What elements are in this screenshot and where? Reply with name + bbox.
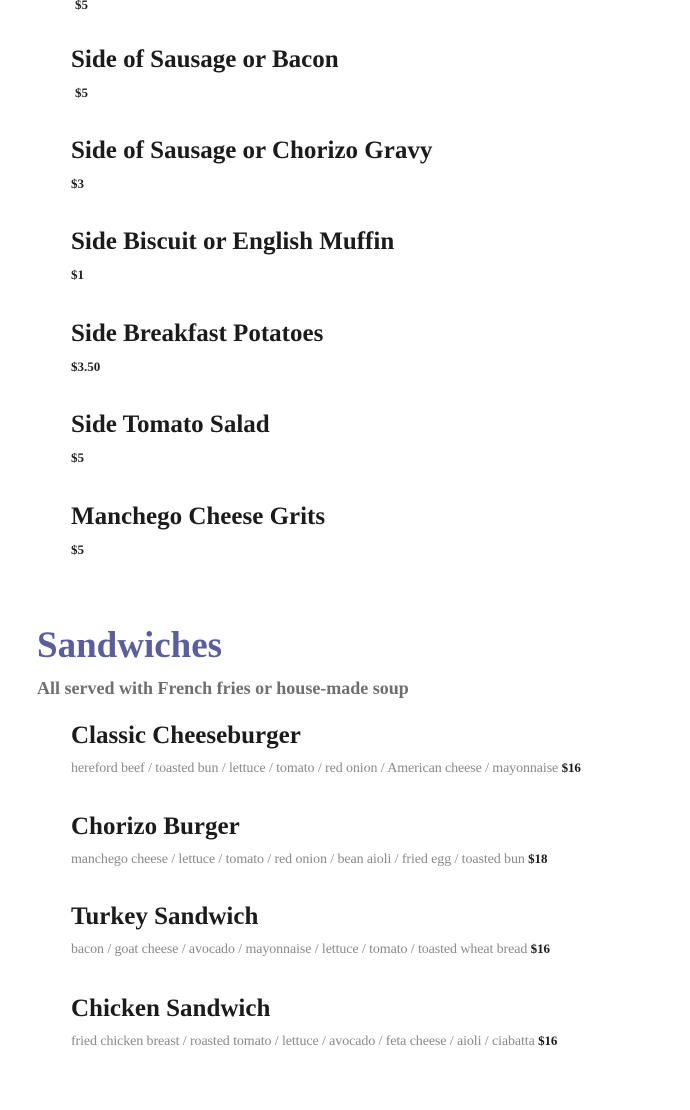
item-description-text: hereford beef / toasted bun / lettuce / tomato / red onion / American cheese / mayonnaise: [71, 761, 559, 776]
item-description: [71, 759, 671, 778]
item-name: Side Breakfast Potatoes: [71, 320, 324, 347]
item-price: $18: [528, 851, 548, 866]
item-name: Manchego Cheese Grits: [71, 503, 326, 530]
item-description: [71, 850, 671, 869]
menu-item-side-breakfast-potatoes: [71, 319, 671, 375]
menu-item-side-tomato-salad: [71, 410, 671, 466]
menu-item-chorizo-burger: [71, 812, 671, 869]
item-name: Side of Sausage or Chorizo Gravy: [71, 137, 433, 164]
item-description-text: bacon / goat cheese / avocado / mayonnaise / lettuce / tomato / toasted wheat bread: [71, 942, 528, 957]
item-price: $16: [530, 941, 550, 956]
item-name: Chorizo Burger: [71, 813, 240, 840]
menu-item-turkey-sandwich: [71, 902, 671, 959]
item-price: $3: [71, 176, 84, 191]
item-price: $3.50: [71, 359, 101, 374]
item-price: $1: [71, 267, 84, 282]
menu-item-manchego-grits: [71, 502, 671, 558]
item-description: [71, 1032, 671, 1051]
section-subtitle: All served with French fries or house-made soup: [37, 678, 409, 698]
item-name: Turkey Sandwich: [71, 903, 259, 930]
item-name: Side Biscuit or English Muffin: [71, 228, 395, 255]
menu-item-side-biscuit-muffin: [71, 227, 671, 283]
item-name: Classic Cheeseburger: [71, 722, 301, 749]
item-price: $5: [71, 450, 84, 465]
item-price: $16: [561, 760, 581, 775]
item-description-text: manchego cheese / lettuce / tomato / red onion / bean aioli / fried egg / toasted bun: [71, 852, 525, 867]
menu-item-side-sausage-bacon: [71, 45, 671, 101]
menu-item-side-sausage-chorizo-gravy: [71, 136, 671, 192]
item-description: [71, 940, 671, 959]
item-name: Chicken Sandwich: [71, 995, 271, 1022]
menu-item-classic-cheeseburger: [71, 721, 671, 778]
item-name: Side Tomato Salad: [71, 411, 270, 438]
section-title: Sandwiches: [37, 625, 223, 666]
item-name: Side of Sausage or Bacon: [71, 46, 339, 73]
item-price: $16: [538, 1033, 558, 1048]
item-price: $5: [75, 0, 88, 12]
menu-item-chicken-sandwich: [71, 994, 671, 1051]
item-price: $5: [75, 85, 88, 100]
item-price: $5: [71, 542, 84, 557]
item-description-text: fried chicken breast / roasted tomato / lettuce / avocado / feta cheese / aioli / ciabatta: [71, 1034, 535, 1049]
